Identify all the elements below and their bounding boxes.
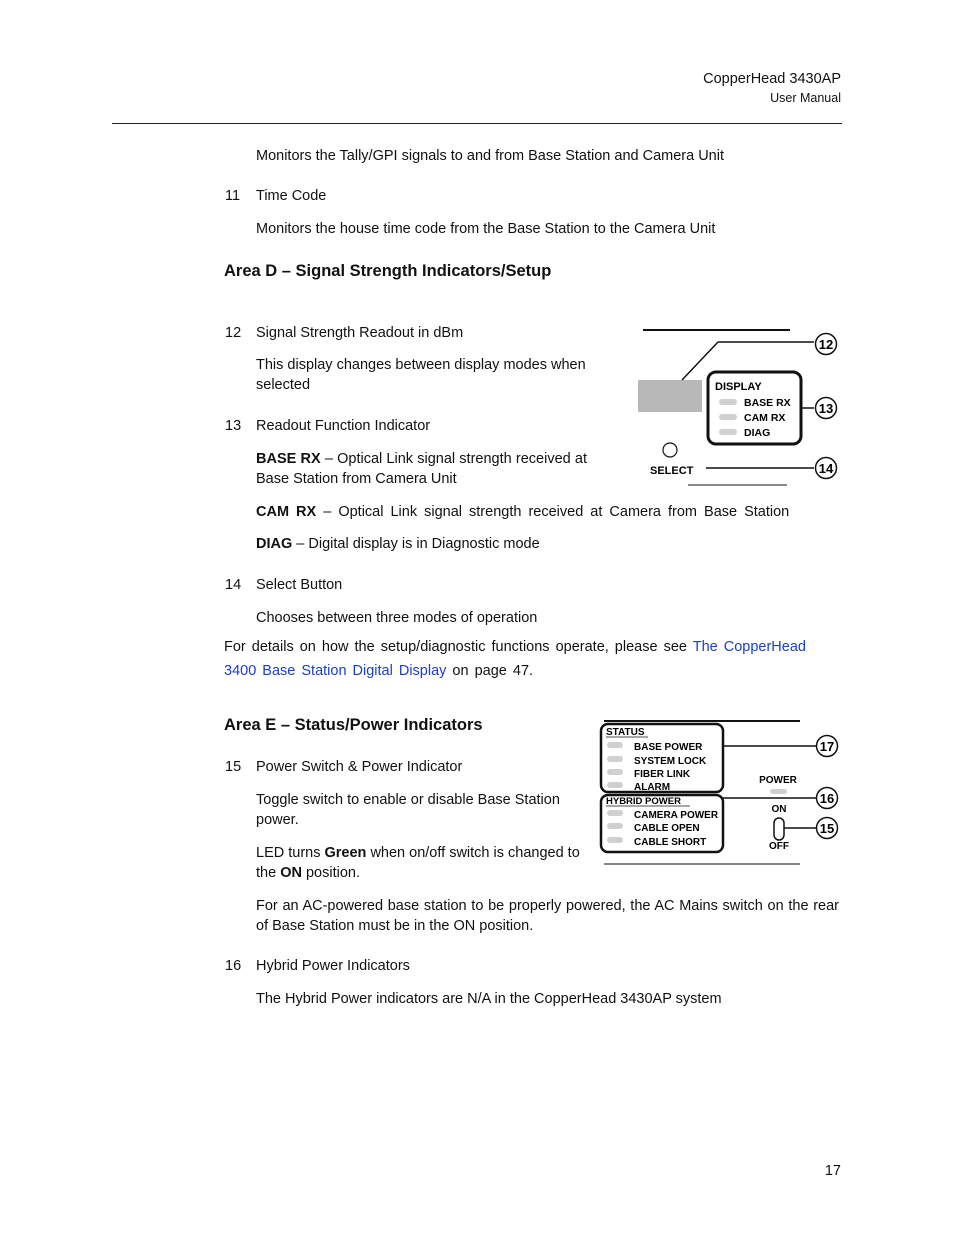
cable-open-led xyxy=(607,823,623,829)
baserx-paragraph xyxy=(256,449,587,489)
fiber-link-led xyxy=(607,769,623,775)
camrx-led xyxy=(719,414,737,420)
status-title: STATUS xyxy=(606,727,645,738)
item-15-paragraph-c: For an AC-powered base station to be properly powered, the AC Mains switch on the rear of Base Station must be in the ON position. xyxy=(256,898,839,934)
callout-14: 14 xyxy=(818,461,834,476)
area-d-heading: Area D – Signal Strength Indicators/Setup xyxy=(224,262,552,280)
details-post: on page 47. xyxy=(446,663,534,679)
item-14-paragraph: Chooses between three modes of operation xyxy=(256,610,538,626)
baserx-text: – Optical Link signal strength received at Base Station from Camera Unit xyxy=(256,451,588,487)
item-13-number: 13 xyxy=(225,418,242,434)
display-mode-diag: DIAG xyxy=(744,427,771,439)
details-link[interactable]: The CopperHead 3400 Base Station Digital Display xyxy=(224,639,806,679)
green-label: Green xyxy=(324,845,367,861)
details-paragraph xyxy=(224,635,824,683)
on-label: ON xyxy=(280,865,302,881)
cable-short-led xyxy=(607,837,623,843)
item-12-title: Signal Strength Readout in dBm xyxy=(256,325,464,341)
callout-15: 15 xyxy=(819,821,835,836)
callout-16: 16 xyxy=(819,791,835,806)
diag-led xyxy=(719,429,737,435)
camrx-paragraph xyxy=(256,502,789,522)
callout-17: 17 xyxy=(819,739,835,754)
item-16-number: 16 xyxy=(225,958,242,974)
power-led xyxy=(770,789,787,794)
item-16-title: Hybrid Power Indicators xyxy=(256,958,410,974)
camrx-label: CAM RX xyxy=(256,504,317,520)
figure-status-power xyxy=(596,716,844,868)
status-item-fiber-link: FIBER LINK xyxy=(634,769,691,780)
header-rule xyxy=(112,123,842,124)
area-e-heading: Area E – Status/Power Indicators xyxy=(224,716,483,734)
p15b-post: position. xyxy=(301,865,360,881)
hybrid-item-cable-open: CABLE OPEN xyxy=(634,823,700,834)
p15b-pre: LED turns xyxy=(256,845,325,861)
item-14-title: Select Button xyxy=(256,577,343,593)
display-mode-camrx: CAM RX xyxy=(744,412,786,424)
item-14-number: 14 xyxy=(225,577,242,593)
display-mode-baserx: BASE RX xyxy=(744,397,791,409)
power-label: POWER xyxy=(759,775,797,786)
figure-signal-display xyxy=(630,322,845,494)
camrx-text: – Optical Link signal strength received at Camera from Base Station xyxy=(316,504,790,520)
item-11-number: 11 xyxy=(225,188,241,204)
p15b-mid: when on/off switch is changed to the xyxy=(256,845,580,881)
status-item-system-lock: SYSTEM LOCK xyxy=(634,756,707,767)
diag-text: – Digital display is in Diagnostic mode xyxy=(292,536,540,552)
hybrid-title: HYBRID POWER xyxy=(606,796,681,807)
select-label: SELECT xyxy=(650,465,694,477)
status-item-base-power: BASE POWER xyxy=(634,742,703,753)
signal-readout-display xyxy=(638,380,702,412)
base-power-led xyxy=(607,742,623,748)
status-item-alarm: ALARM xyxy=(634,782,671,793)
alarm-led xyxy=(607,782,623,788)
item-13-title: Readout Function Indicator xyxy=(256,418,431,434)
hybrid-item-cable-short: CABLE SHORT xyxy=(634,837,707,848)
baserx-led xyxy=(719,399,737,405)
hybrid-item-camera-power: CAMERA POWER xyxy=(634,810,719,821)
header-doc: User Manual xyxy=(770,91,841,105)
header-product: CopperHead 3430AP xyxy=(703,71,841,87)
item-11-title: Time Code xyxy=(256,188,327,204)
switch-on-label: ON xyxy=(771,804,787,815)
display-title: DISPLAY xyxy=(715,381,762,393)
system-lock-led xyxy=(607,756,623,762)
callout-13: 13 xyxy=(818,401,834,416)
item-15-paragraph-a: Toggle switch to enable or disable Base Station power. xyxy=(256,792,560,828)
select-button[interactable] xyxy=(663,443,677,457)
callout-12: 12 xyxy=(818,337,834,352)
item-15-paragraph-b xyxy=(256,843,586,883)
details-pre: For details on how the setup/diagnostic functions operate, please see xyxy=(224,639,693,655)
power-toggle-switch[interactable] xyxy=(774,818,784,840)
tally-paragraph: Monitors the Tally/GPI signals to and from Base Station and Camera Unit xyxy=(256,148,724,164)
diag-paragraph xyxy=(256,534,540,554)
switch-off-label: OFF xyxy=(769,841,789,852)
timecode-paragraph: Monitors the house time code from the Base Station to the Camera Unit xyxy=(256,221,716,237)
item-15-title: Power Switch & Power Indicator xyxy=(256,759,463,775)
item-12-paragraph: This display changes between display modes when selected xyxy=(256,357,586,393)
diag-label: DIAG xyxy=(256,536,293,552)
baserx-label: BASE RX xyxy=(256,451,321,467)
item-12-number: 12 xyxy=(225,325,242,341)
camera-power-led xyxy=(607,810,623,816)
item-16-paragraph: The Hybrid Power indicators are N/A in the CopperHead 3430AP system xyxy=(256,991,722,1007)
item-15-number: 15 xyxy=(225,759,242,775)
page-number: 17 xyxy=(824,1163,841,1179)
